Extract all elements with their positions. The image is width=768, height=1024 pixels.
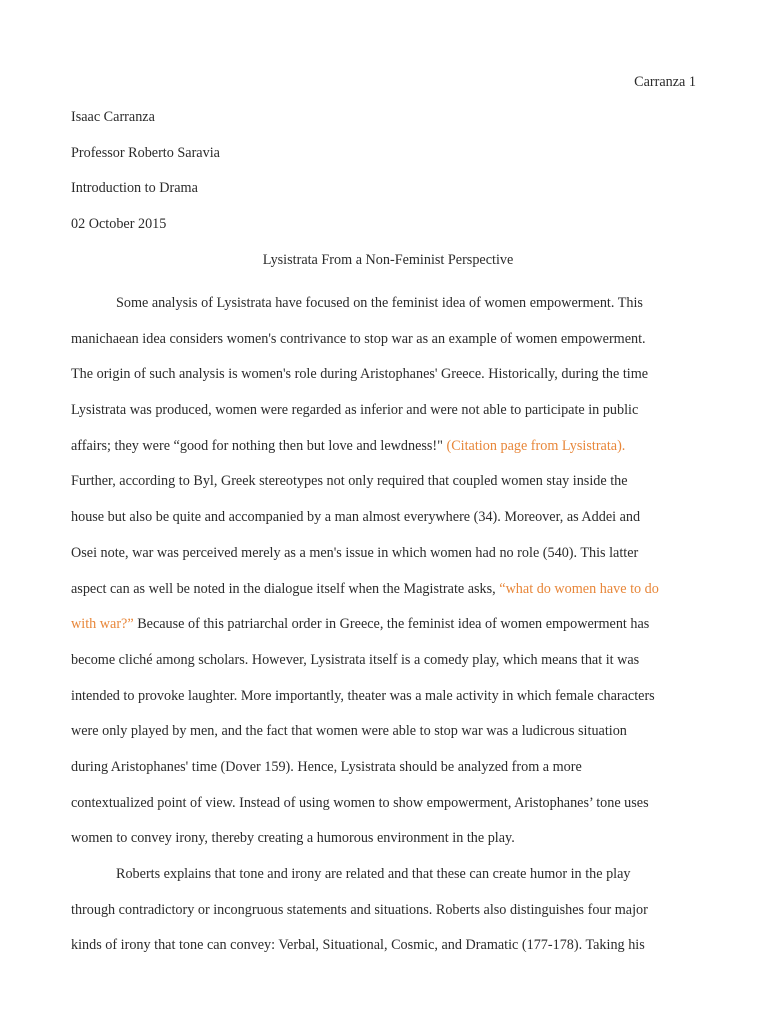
text-line: Lysistrata was produced, women were regarded as inferior and were not able to participate in public (71, 402, 639, 419)
text-line: were only played by men, and the fact that women were able to stop war was a ludicrous situation (71, 723, 627, 740)
author-name: Isaac Carranza (71, 109, 155, 125)
highlighted-quote: “what do women have to do (499, 580, 659, 597)
text-segment: affairs; they were “good for nothing then but love and lewdness!" (71, 437, 447, 454)
text-line (71, 572, 705, 608)
professor-name: Professor Roberto Saravia (71, 144, 220, 161)
mla-header (71, 108, 701, 251)
text-line (71, 429, 705, 465)
text-line: The origin of such analysis is women's role during Aristophanes' Greece. Historically, during the time (71, 366, 649, 383)
text-line: house but also be quite and accompanied by a man almost everywhere (34). Moreover, as Addei and (71, 509, 641, 526)
course-name: Introduction to Drama (71, 180, 198, 197)
text-segment: Because of this patriarchal order in Greece, the feminist idea of women empowerment has (133, 616, 650, 633)
text-line: become cliché among scholars. However, Lysistrata itself is a comedy play, which means that it was (71, 651, 640, 668)
text-line: women to convey irony, thereby creating a humorous environment in the play. (71, 830, 515, 847)
text-segment: aspect can as well be noted in the dialogue itself when the Magistrate asks, (71, 580, 500, 597)
text-line: Roberts explains that tone and irony are related and that these can create humor in the play (116, 866, 631, 882)
text-line: kinds of irony that tone can convey: Verbal, Situational, Cosmic, and Dramatic (177-178). Taking his (71, 937, 645, 954)
paragraph-1 (71, 286, 705, 857)
paragraph-2 (71, 857, 705, 964)
highlighted-quote: with war?” (71, 616, 134, 633)
text-line: contextualized point of view. Instead of using women to show empowerment, Aristophanes’ tone uses (71, 794, 649, 811)
citation-placeholder: (Citation page from Lysistrata). (446, 437, 626, 454)
text-line: manichaean idea considers women's contrivance to stop war as an example of women empowerment. (71, 330, 646, 347)
text-line: during Aristophanes' time (Dover 159). Hence, Lysistrata should be analyzed from a more (71, 758, 582, 775)
submission-date: 02 October 2015 (71, 216, 167, 233)
text-line: through contradictory or incongruous statements and situations. Roberts also distinguishes four major (71, 901, 648, 918)
text-line: Some analysis of Lysistrata have focused on the feminist idea of women empowerment. This (116, 295, 643, 311)
text-line: Further, according to Byl, Greek stereotypes not only required that coupled women stay inside the (71, 473, 628, 490)
text-line: intended to provoke laughter. More importantly, theater was a male activity in which female characters (71, 687, 655, 704)
running-head: Carranza 1 (634, 74, 696, 90)
text-line: Osei note, war was perceived merely as a men's issue in which women had no role (540). This latter (71, 544, 639, 561)
essay-body (71, 286, 705, 964)
text-line (71, 607, 705, 643)
essay-title: Lysistrata From a Non-Feminist Perspective (262, 252, 514, 268)
